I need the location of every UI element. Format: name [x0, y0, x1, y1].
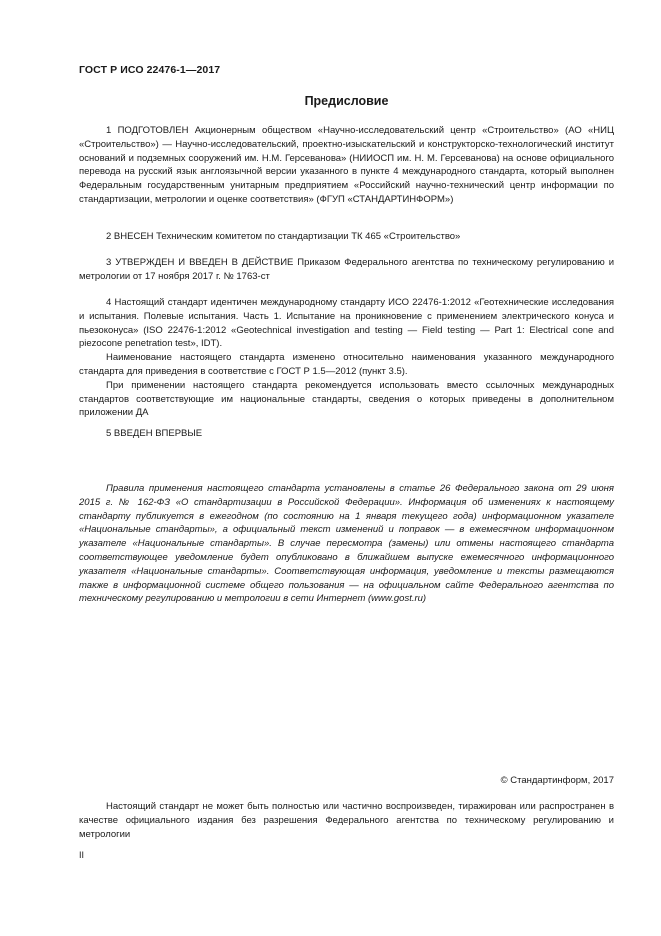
foreword-item-2-text: 2 ВНЕСЕН Техническим комитетом по стандартизации ТК 465 «Строительство»: [106, 231, 461, 242]
rules-note: [79, 482, 614, 606]
reproduction-notice-text: Настоящий стандарт не может быть полностью или частично воспроизведен, тиражирован или распространен в качестве официального издания без разрешения Федерального агентства по техническому регулированию и метрологии: [79, 801, 614, 840]
page-number: II: [79, 850, 85, 860]
foreword-item-4: [79, 296, 614, 420]
foreword-item-5: [79, 427, 614, 441]
copyright-line: © Стандартинформ, 2017: [500, 775, 614, 786]
foreword-item-4-text: 4 Настоящий стандарт идентичен международному стандарту ИСО 22476-1:2012 «Геотехнические исследования и испытания. Полевые испытания. Часть 1. Испытание на проникновение с применением электрического конуса и пьезоконуса» (ISO 22476-1:2012 «Geotechnical investigation and testing — Field testing — Part 1: Electrical cone and piezocone penetration test», IDT).: [79, 297, 614, 350]
rules-note-text: Правила применения настоящего стандарта установлены в статье 26 Федерального закона от 29 июня 2015 г. № 162-ФЗ «О стандартизации в Российской Федерации». Информация об изменениях к настоящему стандарту публикуется в ежегодном (по состоянию на 1 января текущего года) информационном указателе «Национальные стандарты», а официальный текст изменений и поправок — в ежемесячном информационном указателе «Национальные стандарты». В случае пересмотра (замены) или отмены настоящего стандарта соответствующее уведомление будет опубликовано в ближайшем выпуске ежемесячного информационного указателя «Национальные стандарты». Соответствующая информация, уведомление и тексты размещаются также в информационной системе общего пользования — на официальном сайте Федерального агентства по техническому регулированию и метрологии в сети Интернет (www.gost.ru): [79, 483, 614, 605]
foreword-item-3-text: 3 УТВЕРЖДЕН И ВВЕДЕН В ДЕЙСТВИЕ Приказом Федерального агентства по техническому регулированию и метрологии от 17 ноября 2017 г. № 1763-ст: [79, 257, 614, 282]
foreword-item-1: [79, 124, 614, 207]
foreword-item-1-text: 1 ПОДГОТОВЛЕН Акционерным обществом «Научно-исследовательский центр «Строительство» (АО «НИЦ «Строительство») — Научно-исследовательский, проектно-изыскательский и конструкторско-технологический институт оснований и подземных сооружений им. Н.М. Герсеванова» (НИИОСП им. Н. М. Герсеванова) на основе официального перевода на русский язык англоязычной версии указанного в пункте 4 международного стандарта, который выполнен Федеральным государственным унитарным предприятием «Российский научно-технический центр информации по стандартизации, метрологии и оценке соответствия» (ФГУП «СТАНДАРТИНФОРМ»): [79, 125, 614, 205]
foreword-item-3: [79, 256, 614, 284]
foreword-item-2: [79, 230, 614, 244]
document-code: ГОСТ Р ИСО 22476-1—2017: [79, 64, 221, 76]
foreword-item-5-text: 5 ВВЕДЕН ВПЕРВЫЕ: [106, 428, 203, 439]
page-title: Предисловие: [304, 94, 389, 108]
reproduction-notice: [79, 800, 614, 841]
foreword-item-4-refs-note: При применении настоящего стандарта рекомендуется использовать вместо ссылочных международных стандартов соответствующие им национальные стандарты, сведения о которых приведены в дополнительном приложении ДА: [79, 379, 614, 419]
foreword-item-4-name-note: Наименование настоящего стандарта изменено относительно наименования указанного международного стандарта для приведения в соответствие с ГОСТ Р 1.5—2012 (пункт 3.5).: [79, 352, 614, 377]
